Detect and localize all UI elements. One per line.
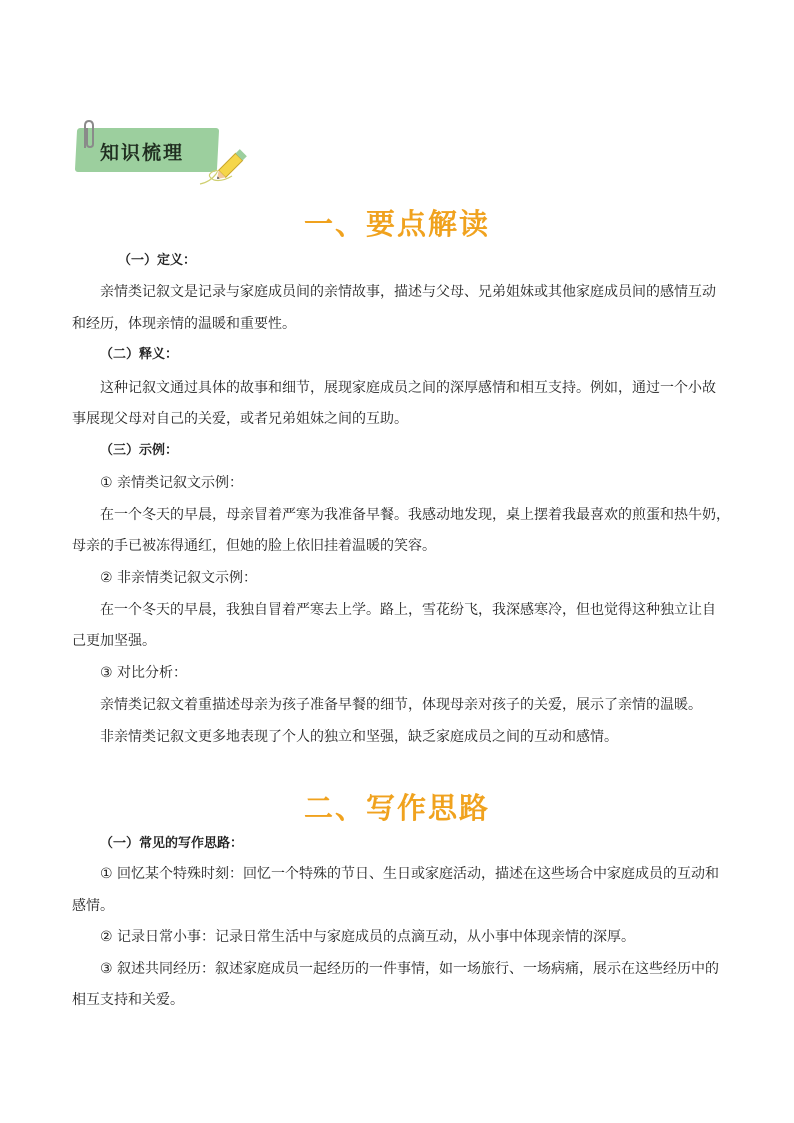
definition-heading: （一）定义： (118, 253, 197, 268)
writing-ideas-heading: （一）常见的写作思路： (100, 836, 244, 851)
example1-heading: ① 亲情类记叙文示例： (100, 475, 244, 491)
idea2-line-1: ② 记录日常小事：记录日常生活中与家庭成员的点滴互动，从小事中体现亲情的深厚。 (100, 929, 635, 945)
analysis-heading: ③ 对比分析： (100, 665, 188, 681)
analysis-line-2: 非亲情类记叙文更多地表现了个人的独立和坚强，缺乏家庭成员之间的互动和感情。 (100, 729, 618, 745)
example2-line-2: 己更加坚强。 (72, 633, 156, 649)
explanation-line-1: 这种记叙文通过具体的故事和细节，展现家庭成员之间的深厚感情和相互支持。例如，通过一个小故 (100, 380, 716, 396)
explanation-line-2: 事展现父母对自己的关爱，或者兄弟姐妹之间的互助。 (72, 411, 408, 427)
badge-label: 知识梳理 (100, 142, 185, 164)
section2-title: 二、写作思路 (303, 791, 490, 825)
example-heading: （三）示例： (100, 443, 179, 458)
paperclip-icon (78, 118, 100, 152)
idea3-line-1: ③ 叙述共同经历：叙述家庭成员一起经历的一件事情，如一场旅行、一场病痛，展示在这些经历中的 (100, 961, 719, 977)
example2-line-1: 在一个冬天的早晨，我独自冒着严寒去上学。路上，雪花纷飞，我深感寒冷，但也觉得这种独立让自 (100, 602, 716, 618)
example1-line-1: 在一个冬天的早晨，母亲冒着严寒为我准备早餐。我感动地发现，桌上摆着我最喜欢的煎蛋和热牛奶， (100, 507, 730, 523)
definition-line-1: 亲情类记叙文是记录与家庭成员间的亲情故事，描述与父母、兄弟姐妹或其他家庭成员间的感情互动 (100, 284, 716, 300)
squiggle-decoration (198, 160, 238, 190)
analysis-line-1: 亲情类记叙文着重描述母亲为孩子准备早餐的细节，体现母亲对孩子的关爱，展示了亲情的温暖。 (100, 697, 702, 713)
definition-line-2: 和经历，体现亲情的温暖和重要性。 (72, 316, 296, 332)
knowledge-badge (70, 118, 260, 198)
idea3-line-2: 相互支持和关爱。 (72, 992, 184, 1008)
example2-heading: ② 非亲情类记叙文示例： (100, 570, 258, 586)
explanation-heading: （二）释义： (100, 347, 179, 362)
example1-line-2: 母亲的手已被冻得通红，但她的脸上依旧挂着温暖的笑容。 (72, 538, 436, 554)
idea1-line-2: 感情。 (72, 898, 114, 914)
idea1-line-1: ① 回忆某个特殊时刻：回忆一个特殊的节日、生日或家庭活动，描述在这些场合中家庭成员的互动和 (100, 866, 719, 882)
section1-title: 一、要点解读 (303, 207, 490, 241)
